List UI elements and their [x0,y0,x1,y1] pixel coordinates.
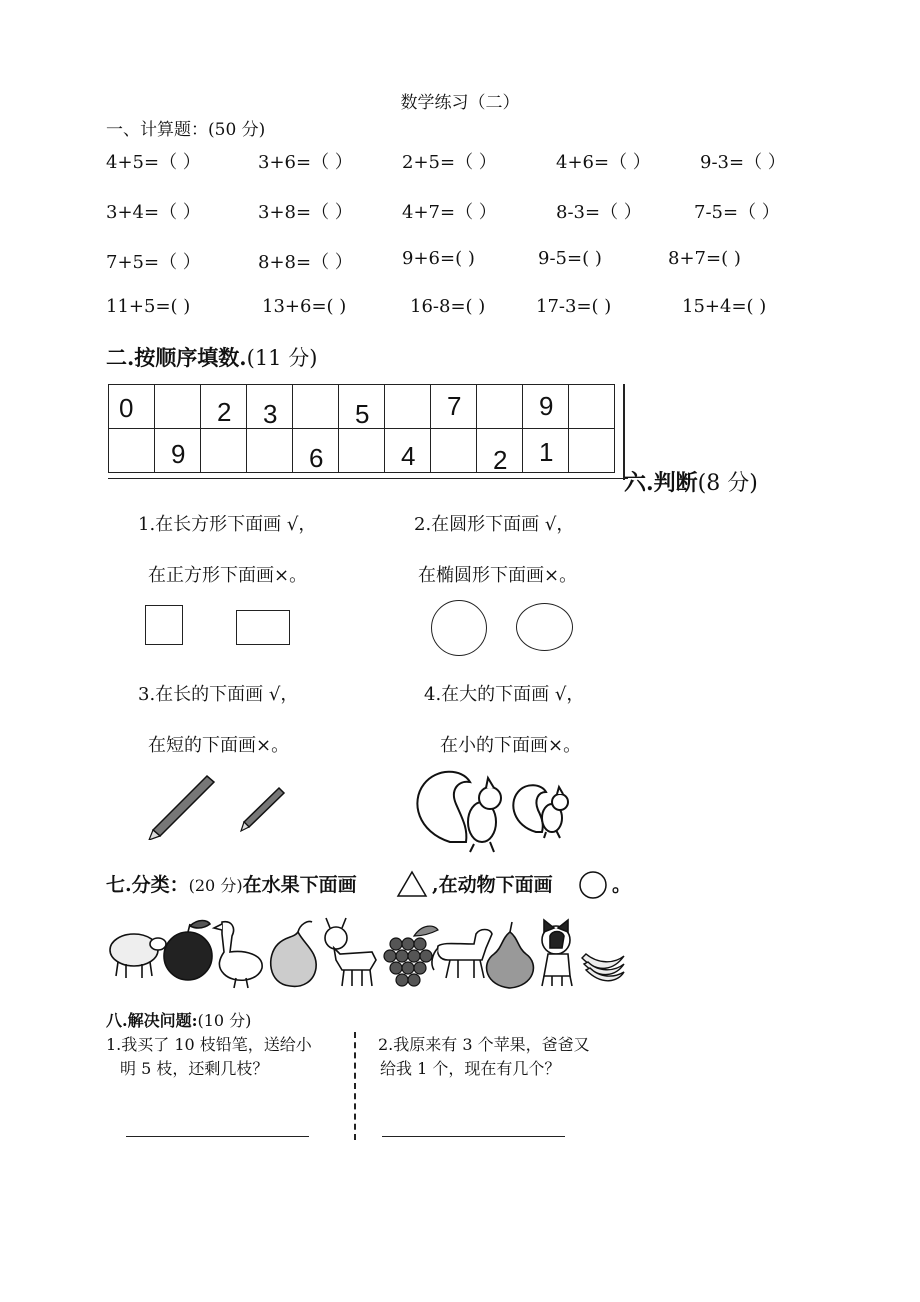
calc-problem: 9-3=（ ） [700,152,786,173]
sequence-cell[interactable] [569,385,615,429]
peach-icon [271,921,316,986]
pear-icon [487,922,534,988]
classification-images [104,914,628,994]
calc-problem: 13+6=( ) [262,296,347,317]
sequence-cell[interactable] [385,385,431,429]
goat-icon [325,918,376,986]
calc-problem: 4+6=（ ） [556,152,651,173]
calc-problem: 3+6=（ ） [258,152,353,173]
calc-problem: 4+7=（ ） [402,202,497,223]
divider-dashed [354,1032,356,1140]
calc-problem: 4+5=（ ） [106,152,201,173]
calc-problem: 8+8=（ ） [258,252,353,273]
judge-q4-line2: 在小的下面画×。 [440,735,582,756]
sequence-cell[interactable] [109,429,155,473]
square-shape [145,605,183,645]
short-pencil-icon [241,788,284,831]
judge-q3-line1: 3.在长的下面画 √， [138,684,299,705]
calc-problem: 9-5=( ) [538,248,602,269]
problem2-line2: 给我 1 个，现在有几个？ [380,1059,561,1078]
problem1-line1: 1.我买了 10 枝铅笔，送给小 [106,1035,312,1054]
sequence-number: 5 [355,399,370,429]
cat-icon [542,920,572,986]
section7-animal-instruction: ,在动物下面画 [432,874,553,896]
table-bottom-line [108,478,628,479]
calc-problem: 8-3=（ ） [556,202,642,223]
apple-icon [164,921,212,981]
judge-q1-line2: 在正方形下面画×。 [148,565,308,586]
ellipse-shape [516,603,573,651]
circle-shape [431,600,487,656]
calc-problem: 9+6=( ) [402,248,475,269]
judge-q2-line2: 在椭圆形下面画×。 [418,565,578,586]
calc-problem: 2+5=（ ） [402,152,497,173]
sequence-number: 1 [539,437,554,467]
sequence-number: 6 [309,443,324,473]
judge-q1-line1: 1.在长方形下面画 √， [138,514,317,535]
answer-line-1 [126,1136,309,1137]
sequence-number: 2 [217,397,232,427]
section7-end: 。 [612,874,632,896]
sequence-cell [201,385,247,429]
sequence-cell [247,385,293,429]
sequence-cell[interactable] [247,429,293,473]
calc-problem: 3+4=（ ） [106,202,201,223]
answer-line-2 [382,1136,565,1137]
banana-icon [582,954,624,981]
calc-problem: 8+7=( ) [668,248,741,269]
calc-problem: 17-3=( ) [536,296,612,317]
sequence-cell [477,429,523,473]
calc-problem: 15+4=( ) [682,296,767,317]
calc-problem: 7-5=（ ） [694,202,780,223]
sequence-cell [523,385,569,429]
sequence-cell [339,385,385,429]
sheep-icon [110,934,166,978]
calc-problem: 3+8=（ ） [258,202,353,223]
section7-heading: 七.分类：(20 分)在水果下面画 [106,874,357,896]
sequence-cell[interactable] [431,429,477,473]
problem1-line2: 明 5 枝，还剩几枝？ [120,1059,269,1078]
small-squirrel-icon [513,785,568,838]
circle-icon [577,869,609,901]
calc-problem: 11+5=( ) [106,296,191,317]
sequence-cell[interactable] [155,385,201,429]
squirrels-image [410,762,575,854]
judge-q3-line2: 在短的下面画×。 [148,735,290,756]
section1-heading: 一、计算题：(50 分) [106,120,266,140]
grapes-icon [384,926,438,986]
sequence-cell[interactable] [339,429,385,473]
rectangle-shape [236,610,290,645]
sequence-cell [109,385,155,429]
goose-icon [214,922,262,988]
sequence-cell [385,429,431,473]
sequence-number: 2 [493,445,508,475]
sequence-cell[interactable] [477,385,523,429]
calc-problem: 7+5=（ ） [106,252,201,273]
sequence-cell[interactable] [293,385,339,429]
judge-q4-line1: 4.在大的下面画 √， [424,684,585,705]
section8-heading: 八.解决问题:(10 分) [106,1011,252,1030]
sequence-number: 9 [539,391,554,421]
big-squirrel-icon [417,772,501,852]
sequence-table [108,384,615,473]
long-pencil-icon [149,776,214,840]
calc-problem: 16-8=( ) [410,296,486,317]
problem2-line1: 2.我原来有 3 个苹果，爸爸又 [378,1035,590,1054]
judge-q2-line1: 2.在圆形下面画 √， [414,514,575,535]
sequence-cell[interactable] [201,429,247,473]
sequence-cell [155,429,201,473]
sequence-number: 9 [171,439,186,469]
section6-heading: 六.判断(8 分) [624,470,758,496]
horse-icon [432,930,492,979]
section2-heading: 二.按顺序填数.(11 分) [106,345,318,370]
sequence-cell [523,429,569,473]
sequence-cell [293,429,339,473]
page-title: 数学练习（二） [400,93,520,113]
sequence-cell [431,385,477,429]
sequence-number: 3 [263,399,278,429]
sequence-number: 7 [447,391,462,421]
pencils-image [140,770,300,840]
sequence-number: 0 [119,393,134,423]
sequence-cell[interactable] [569,429,615,473]
triangle-icon [396,870,428,898]
sequence-number: 4 [401,441,416,471]
